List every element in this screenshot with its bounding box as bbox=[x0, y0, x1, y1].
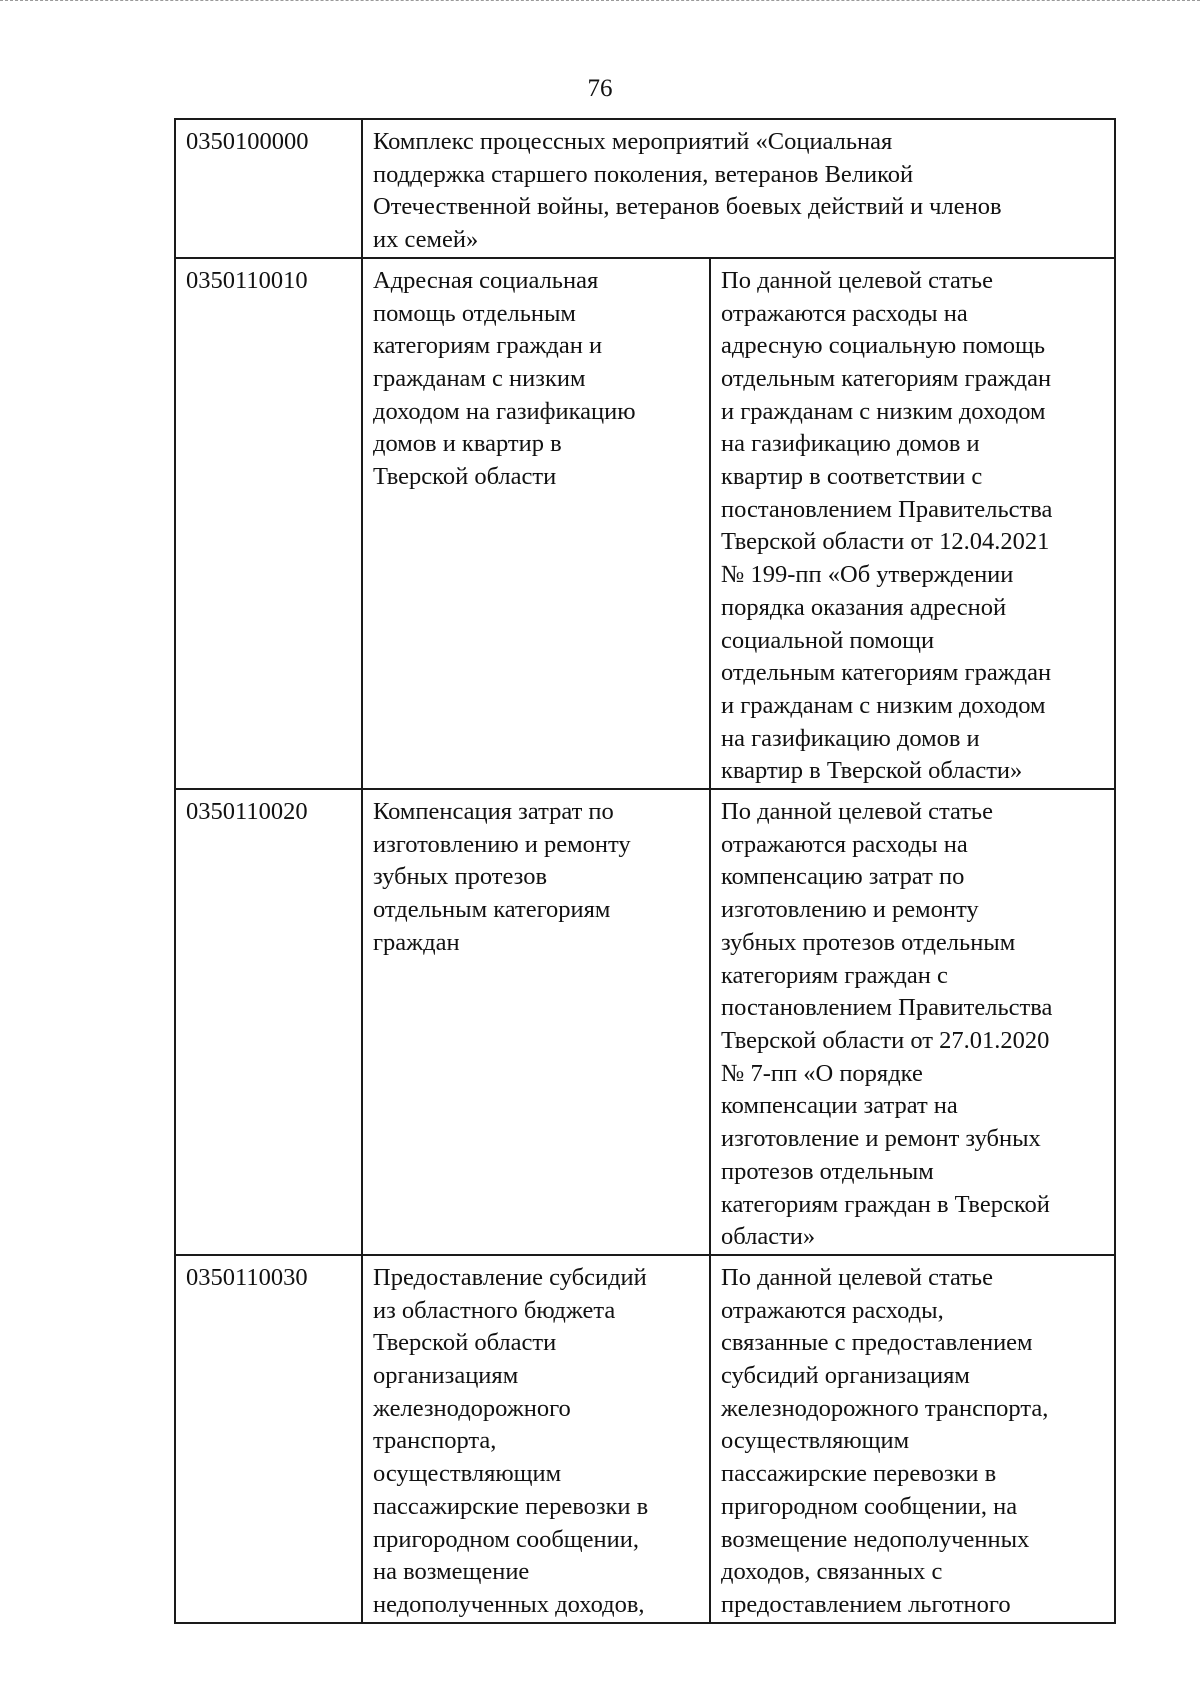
budget-classification-table bbox=[174, 118, 1116, 1624]
row-description-cell: По данной целевой статье отражаются расходы, связанные с предоставлением субсидий организациям железнодорожного транспорта, осуществляющим пассажирские перевозки в пригородном сообщении, на возмещение недополученных доходов, связанных с предоставлением льготного bbox=[710, 1255, 1115, 1623]
table-row bbox=[175, 1255, 1115, 1623]
header-code-cell: 0350100000 bbox=[175, 119, 362, 258]
row-code-cell: 0350110020 bbox=[175, 789, 362, 1255]
row-description-cell: По данной целевой статье отражаются расходы на адресную социальную помощь отдельным категориям граждан и гражданам с низким доходом на газификацию домов и квартир в соответствии с постановлением Правительства Тверской области от 12.04.2021 № 199-пп «Об утверждении порядка оказания адресной социальной помощи отдельным категориям граждан и гражданам с низким доходом на газификацию домов и квартир в Тверской области» bbox=[710, 258, 1115, 789]
row-name-cell: Компенсация затрат по изготовлению и ремонту зубных протезов отдельным категориям граждан bbox=[362, 789, 710, 1255]
table-row bbox=[175, 789, 1115, 1255]
table-row bbox=[175, 258, 1115, 789]
row-name-cell: Предоставление субсидий из областного бюджета Тверской области организациям железнодорожного транспорта, осуществляющим пассажирские перевозки в пригородном сообщении, на возмещение недополученных доходов, bbox=[362, 1255, 710, 1623]
row-description-cell: По данной целевой статье отражаются расходы на компенсацию затрат по изготовлению и ремонту зубных протезов отдельным категориям граждан с постановлением Правительства Тверской области от 27.01.2020 № 7-пп «О порядке компенсации затрат на изготовление и ремонт зубных протезов отдельным категориям граждан в Тверской области» bbox=[710, 789, 1115, 1255]
scan-edge-line bbox=[0, 0, 1200, 4]
table-header-row bbox=[175, 119, 1115, 258]
row-code-cell: 0350110030 bbox=[175, 1255, 362, 1623]
row-name-cell: Адресная социальная помощь отдельным категориям граждан и гражданам с низким доходом на газификацию домов и квартир в Тверской области bbox=[362, 258, 710, 789]
header-title-cell: Комплекс процессных мероприятий «Социальная поддержка старшего поколения, ветеранов Великой Отечественной войны, ветеранов боевых действий и членов их семей» bbox=[362, 119, 1115, 258]
page-number: 76 bbox=[587, 75, 613, 102]
row-code-cell: 0350110010 bbox=[175, 258, 362, 789]
